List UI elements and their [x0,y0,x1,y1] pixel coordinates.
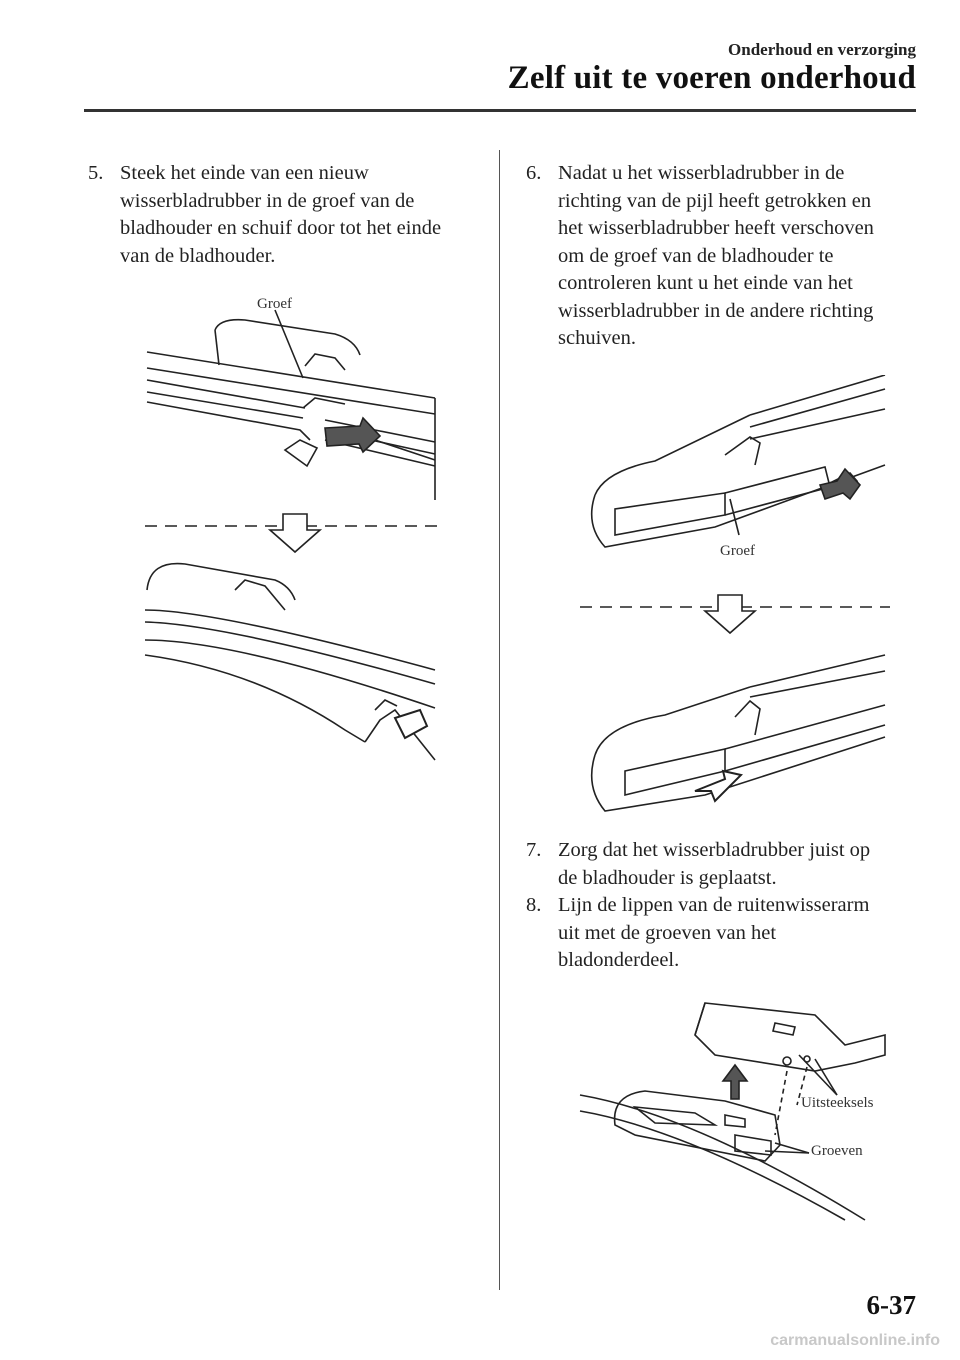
groove-label: Groef [720,543,755,559]
step-line: de bladhouder is geplaatst. [558,866,777,889]
step-text [558,892,869,975]
step-line: bladhouder en schuif door tot het einde [120,217,442,239]
step-line: het wisserbladrubber heeft verschoven [558,217,874,239]
page-title: Zelf uit te voeren onderhoud [507,60,916,96]
groove-label: Groef [257,296,292,312]
leader-line [730,499,739,535]
step-5 [88,160,488,272]
step-line: Zorg dat het wisserbladrubber juist op [558,839,871,861]
figure-step-8 [575,995,900,1225]
step-line: bladonderdeel. [558,949,680,971]
step-7 [526,837,926,893]
step-line: wisserbladrubber in de andere richting [558,299,874,322]
tabs-label: Uitsteeksels [801,1095,874,1111]
step-line: richting van de pijl heeft getrokken en [558,189,872,212]
step-8 [526,892,926,976]
step-6 [526,160,926,355]
step-line: wisserbladrubber in de groef van de [120,189,415,212]
step-text [558,160,874,353]
step-text [558,837,870,892]
step-number: 8. [526,894,542,916]
header-rule [84,109,916,112]
step-number: 7. [526,839,542,861]
step-line: uit met de groeven van het [558,921,777,944]
wiper-illustration [135,290,455,780]
step-text [120,160,441,270]
step-line: Lijn de lippen van de ruitenwisserarm [558,894,870,916]
step-line: Nadat u het wisserbladrubber in de [558,162,845,184]
step-number: 6. [526,162,542,184]
step-line: controleren kunt u het einde van het [558,272,853,294]
step-line: schuiven. [558,327,636,349]
watermark: carmanualsonline.info [770,1332,940,1349]
column-divider [499,150,500,1290]
figure-step-5 [135,290,455,780]
page-number: 6-37 [866,1290,916,1320]
step-number: 5. [88,162,104,184]
wiper-illustration [575,375,900,825]
header-section-label: Onderhoud en verzorging [728,40,916,59]
grooves-label: Groeven [811,1143,863,1159]
step-line: van de bladhouder. [120,244,276,267]
step-line: Steek het einde van een nieuw [120,162,369,184]
leader-line [275,310,303,378]
figure-step-6 [575,375,900,825]
step-line: om de groef van de bladhouder te [558,244,834,267]
